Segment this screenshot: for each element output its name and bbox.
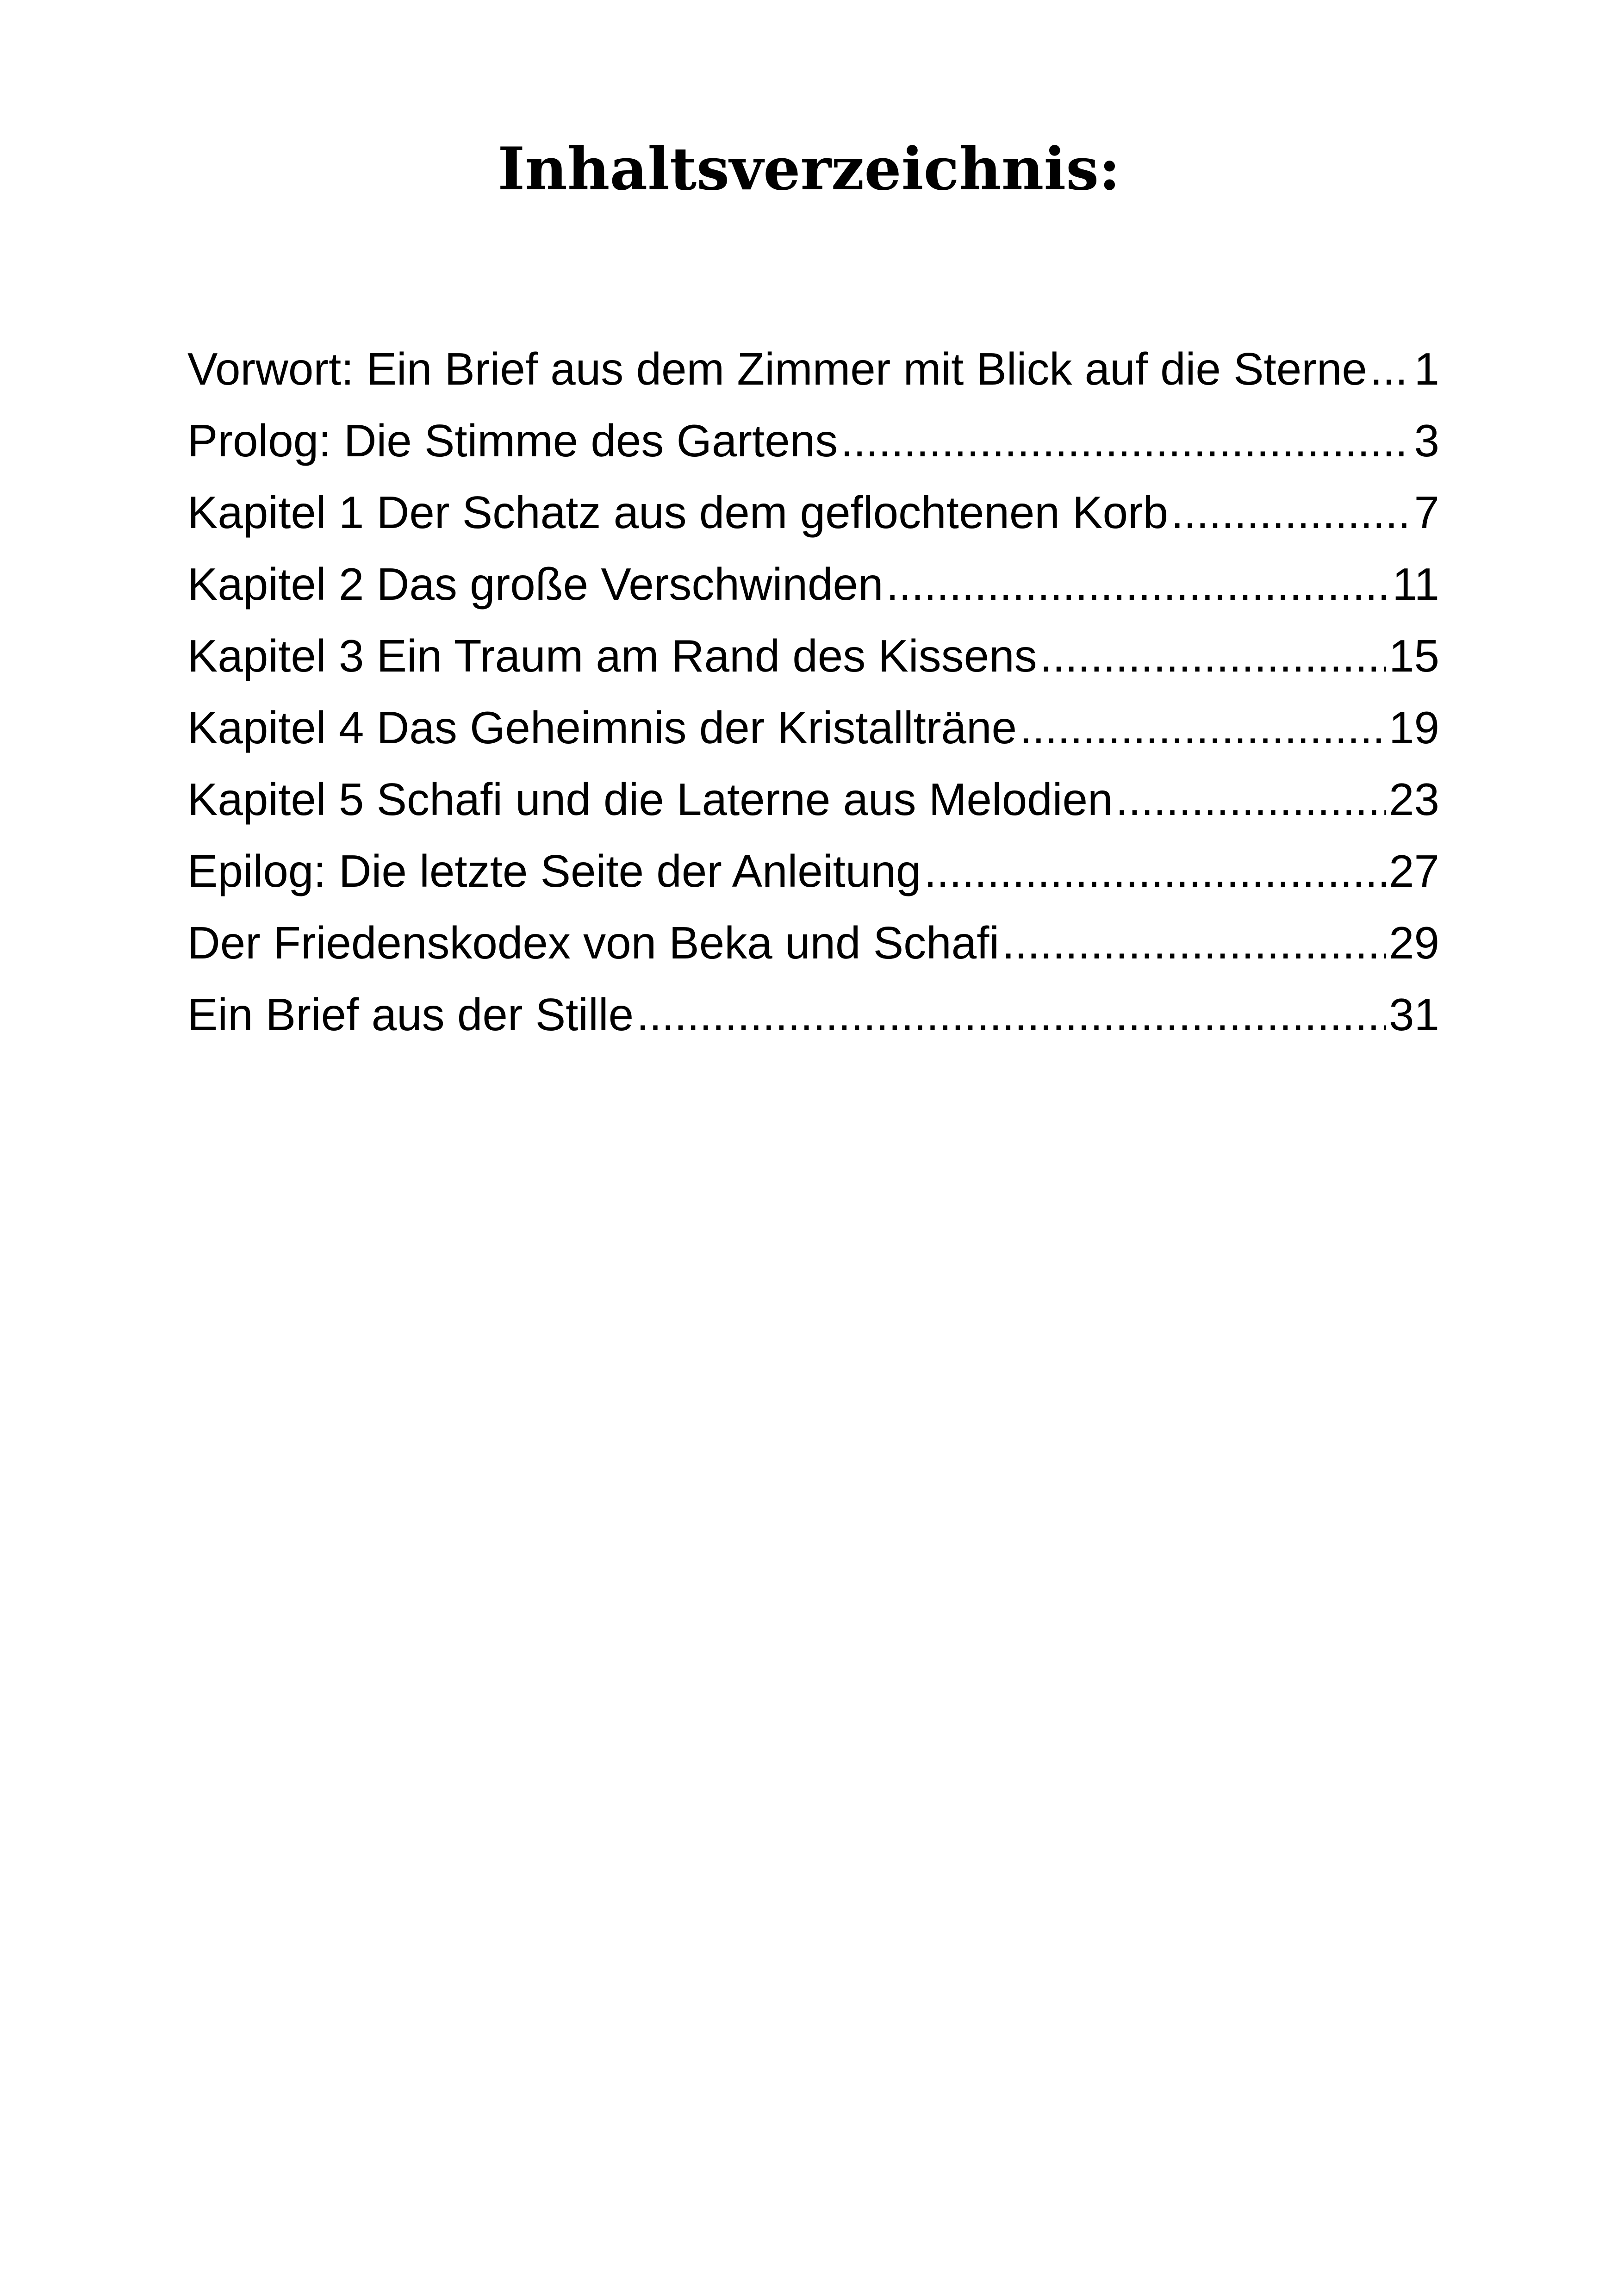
toc-entry[interactable] bbox=[187, 835, 1439, 907]
toc-entry[interactable] bbox=[187, 692, 1439, 764]
toc-page-number: 3 bbox=[1414, 415, 1439, 466]
toc-entry-title: Ein Brief aus der Stille bbox=[187, 989, 634, 1040]
toc-entry[interactable] bbox=[187, 548, 1439, 620]
toc-dot-leader bbox=[636, 979, 1386, 1051]
toc-page-number: 1 bbox=[1414, 343, 1439, 394]
toc-entry-title: Kapitel 1 Der Schatz aus dem geflochtenen Korb bbox=[187, 487, 1169, 538]
toc-dot-leader bbox=[840, 405, 1411, 477]
toc-entry-title: Kapitel 3 Ein Traum am Rand des Kissens bbox=[187, 630, 1037, 681]
toc-page-number: 15 bbox=[1388, 630, 1439, 681]
toc-dot-leader bbox=[1115, 764, 1386, 835]
toc-dot-leader bbox=[886, 548, 1390, 620]
toc-dot-leader bbox=[1370, 333, 1412, 405]
toc-entry-title: Prolog: Die Stimme des Gartens bbox=[187, 415, 838, 466]
toc-entry[interactable] bbox=[187, 907, 1439, 979]
toc-entry[interactable] bbox=[187, 764, 1439, 835]
toc-entry-title: Kapitel 2 Das große Verschwinden bbox=[187, 559, 884, 610]
toc-page-number: 23 bbox=[1388, 774, 1439, 825]
toc-page-number: 27 bbox=[1388, 846, 1439, 896]
toc-page-number: 7 bbox=[1414, 487, 1439, 538]
toc-dot-leader bbox=[1020, 692, 1386, 764]
toc-entry[interactable] bbox=[187, 333, 1439, 405]
toc-page-number: 11 bbox=[1392, 559, 1439, 610]
toc-entry[interactable] bbox=[187, 620, 1439, 692]
toc-entry[interactable] bbox=[187, 477, 1439, 548]
table-of-contents bbox=[187, 333, 1439, 1051]
toc-page-number: 19 bbox=[1388, 702, 1439, 753]
toc-entry-title: Kapitel 4 Das Geheimnis der Kristallträne bbox=[187, 702, 1017, 753]
toc-entry-title: Vorwort: Ein Brief aus dem Zimmer mit Blick auf die Sterne bbox=[187, 343, 1367, 394]
toc-entry[interactable] bbox=[187, 979, 1439, 1051]
toc-page-number: 31 bbox=[1388, 989, 1439, 1040]
toc-entry-title: Epilog: Die letzte Seite der Anleitung bbox=[187, 846, 921, 896]
toc-entry-title: Der Friedenskodex von Beka und Schafi bbox=[187, 917, 1000, 968]
toc-entry-title: Kapitel 5 Schafi und die Laterne aus Melodien bbox=[187, 774, 1113, 825]
toc-dot-leader bbox=[1002, 907, 1386, 979]
toc-dot-leader bbox=[1171, 477, 1411, 548]
toc-entry[interactable] bbox=[187, 405, 1439, 477]
toc-dot-leader bbox=[924, 835, 1386, 907]
toc-dot-leader bbox=[1040, 620, 1386, 692]
toc-page-number: 29 bbox=[1388, 917, 1439, 968]
page-title: Inhaltsverzeichnis: bbox=[498, 135, 1120, 203]
